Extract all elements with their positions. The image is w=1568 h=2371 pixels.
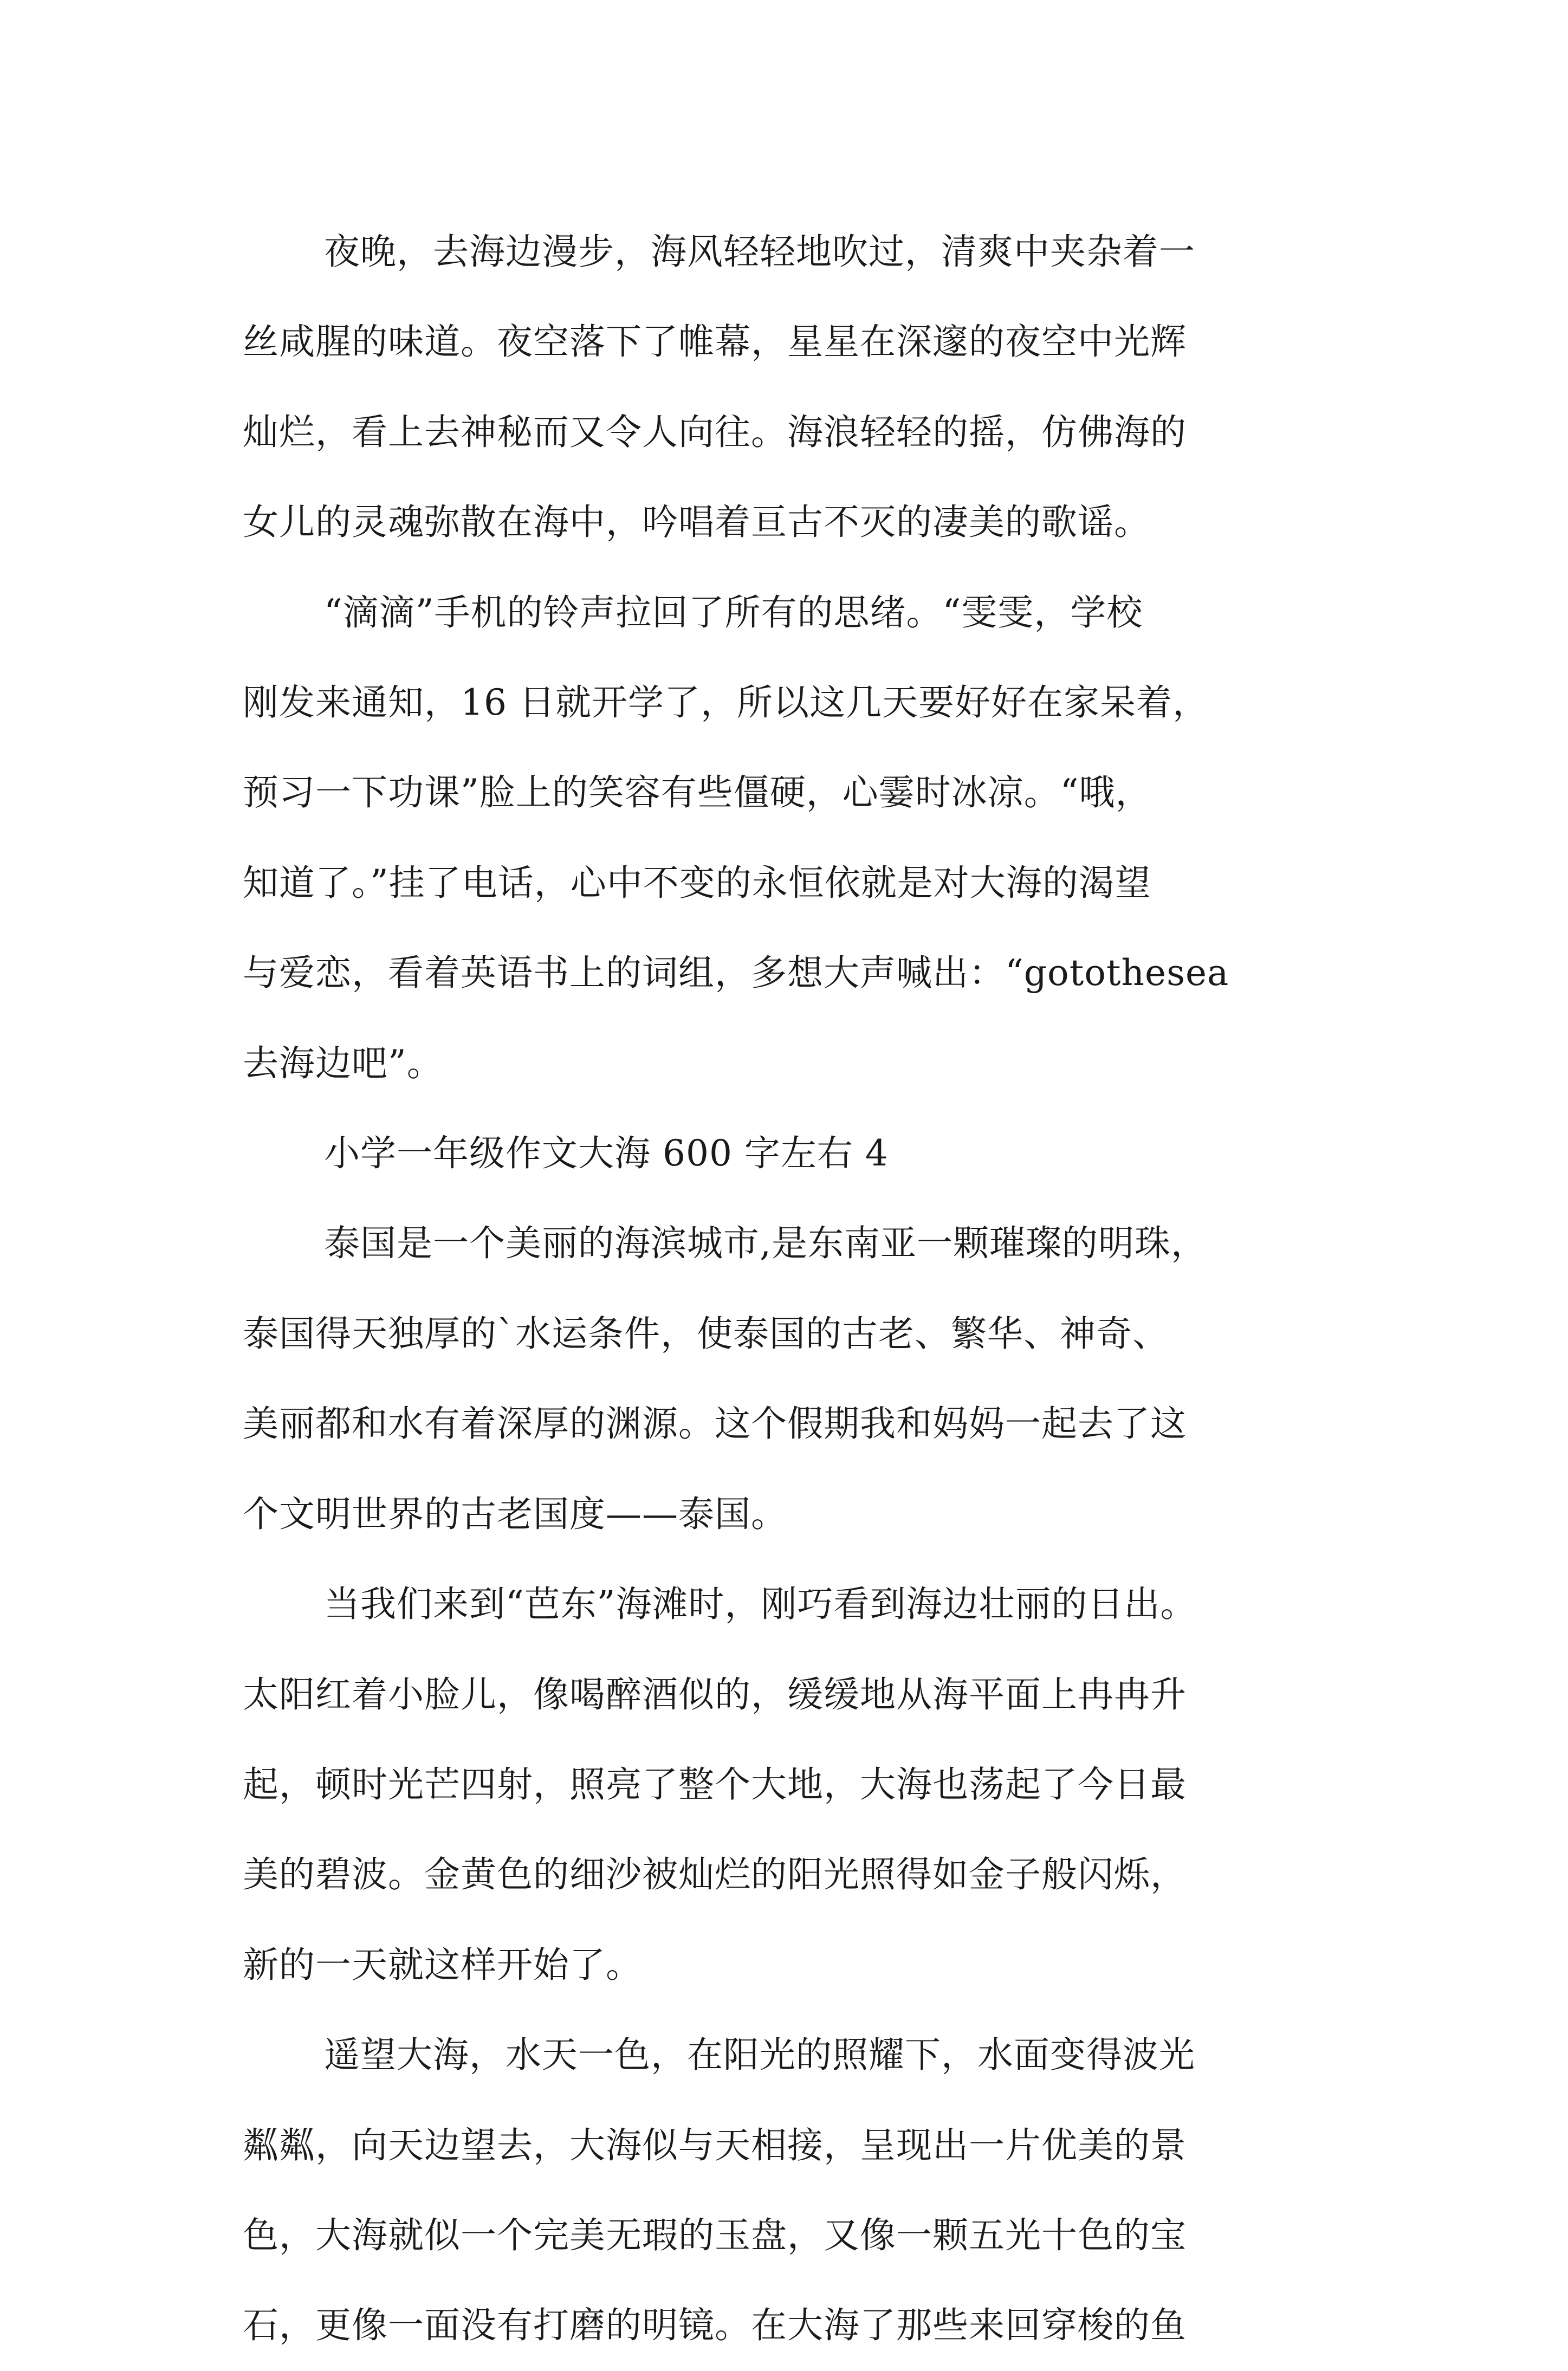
text-line: 色，大海就似一个完美无瑕的玉盘，又像一颗五光十色的宝 <box>243 2214 1187 2256</box>
paragraph <box>243 568 1332 1109</box>
text-line: 美丽都和水有着深厚的渊源。这个假期我和妈妈一起去了这 <box>243 1403 1187 1445</box>
text-line: 夜晚，去海边漫步，海风轻轻地吹过，清爽中夹杂着一 <box>324 231 1195 273</box>
text-line: 粼粼，向天边望去，大海似与天相接，呈现出一片优美的景 <box>243 2124 1187 2166</box>
text-line: 石，更像一面没有打磨的明镜。在大海了那些来回穿梭的鱼 <box>243 2304 1187 2347</box>
text-line: 预习一下功课”脸上的笑容有些僵硬，心霎时冰凉。“哦， <box>243 772 1152 814</box>
paragraph <box>243 1559 1332 2010</box>
document-body <box>243 207 1332 2371</box>
text-line: 个文明世界的古老国度——泰国。 <box>243 1493 787 1535</box>
text-line: 泰国是一个美丽的海滨城市,是东南亚一颗璀璨的明珠， <box>324 1222 1207 1265</box>
text-line: 刚发来通知，16 日就开学了，所以这几天要好好在家呆着， <box>243 682 1209 724</box>
text-line: 女儿的灵魂弥散在海中，吟唱着亘古不灭的凄美的歌谣。 <box>243 501 1150 543</box>
text-line: 美的碧波。金黄色的细沙被灿烂的阳光照得如金子般闪烁， <box>243 1854 1187 1896</box>
paragraph <box>243 1199 1332 1559</box>
text-line: 知道了。”挂了电话，心中不变的永恒依就是对大海的渴望 <box>243 861 1151 904</box>
text-line: 太阳红着小脸儿，像喝醉酒似的，缓缓地从海平面上冉冉升 <box>243 1673 1187 1715</box>
text-line: 当我们来到“芭东”海滩时，刚巧看到海边壮丽的日出。 <box>324 1583 1197 1625</box>
text-line: 与爱恋，看着英语书上的词组，多想大声喊出：“gotothesea <box>243 952 1229 994</box>
text-line: 遥望大海，水天一色，在阳光的照耀下，水面变得波光 <box>324 2034 1195 2076</box>
text-line: 去海边吧”。 <box>243 1042 443 1084</box>
text-line: “滴滴”手机的铃声拉回了所有的思绪。“雯雯，学校 <box>324 591 1143 633</box>
text-line: 泰国得天独厚的`水运条件，使泰国的古老、繁华、神奇、 <box>243 1312 1169 1355</box>
text-line: 新的一天就这样开始了。 <box>243 1944 642 1986</box>
section-heading: 小学一年级作文大海 600 字左右 4 <box>324 1132 889 1175</box>
text-line: 起，顿时光芒四射，照亮了整个大地，大海也荡起了今日最 <box>243 1763 1187 1805</box>
paragraph <box>243 207 1332 568</box>
text-line: 丝咸腥的味道。夜空落下了帷幕，星星在深邃的夜空中光辉 <box>243 321 1187 363</box>
text-line: 灿烂，看上去神秘而又令人向往。海浪轻轻的摇，仿佛海的 <box>243 411 1187 453</box>
paragraph <box>243 2010 1332 2371</box>
